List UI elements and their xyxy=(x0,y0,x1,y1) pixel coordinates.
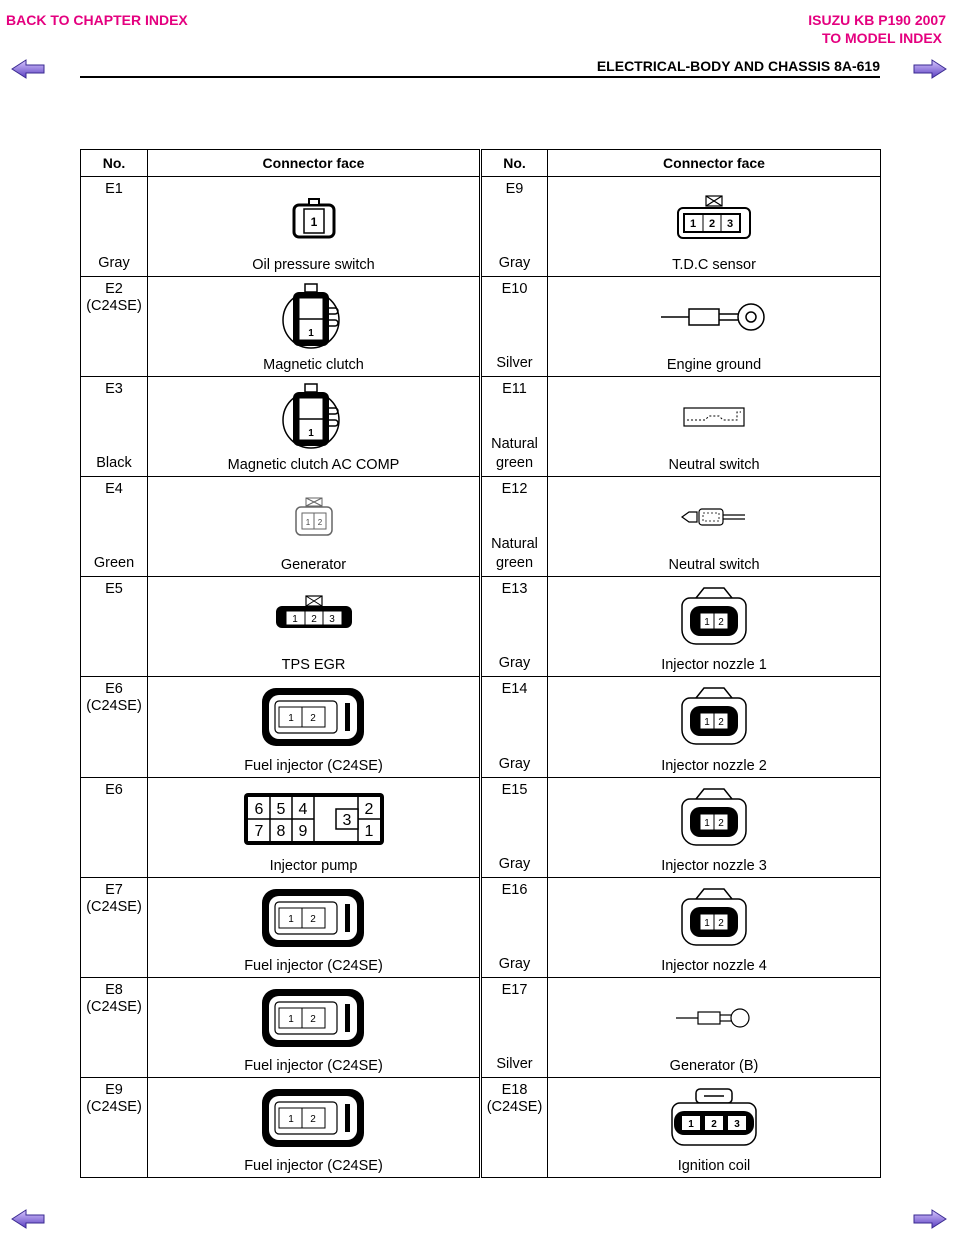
header-rule xyxy=(80,76,880,78)
svg-text:1: 1 xyxy=(287,1013,294,1025)
no-cell: E3 Black xyxy=(81,377,148,477)
svg-text:2: 2 xyxy=(718,617,724,629)
prev-page-arrow-bottom-icon[interactable] xyxy=(10,1208,46,1230)
connector-table xyxy=(80,149,881,1178)
no-cell: E17 Silver xyxy=(481,977,548,1077)
svg-text:3: 3 xyxy=(328,614,335,626)
face-cell: 1 2 Injector nozzle 2 xyxy=(548,677,881,777)
face-cell: 1 2 Fuel injector (C24SE) xyxy=(148,977,481,1077)
svg-text:2: 2 xyxy=(309,913,316,925)
connector-magnetic-clutch-ac-icon xyxy=(279,382,349,452)
svg-text:2: 2 xyxy=(317,518,322,528)
svg-text:1: 1 xyxy=(287,913,294,925)
back-to-chapter-index-link[interactable]: BACK TO CHAPTER INDEX xyxy=(6,12,188,28)
model-title-link[interactable]: ISUZU KB P190 2007 xyxy=(808,12,946,28)
table-row xyxy=(81,677,881,777)
prev-page-arrow-icon[interactable] xyxy=(10,58,46,80)
face-cell: 1 Magnetic clutch xyxy=(148,277,481,377)
svg-text:1: 1 xyxy=(704,917,710,929)
face-cell: 1 2 3 Ignition coil xyxy=(548,1077,881,1177)
no-cell: E12 Natural green xyxy=(481,477,548,577)
connector-fuel-injector-icon xyxy=(259,685,369,749)
svg-text:1: 1 xyxy=(704,717,710,729)
no-cell: E16 Gray xyxy=(481,877,548,977)
svg-text:2: 2 xyxy=(309,1013,316,1025)
no-cell: E6 xyxy=(81,777,148,877)
connector-fuel-injector-icon xyxy=(259,986,369,1050)
no-cell: E1 Gray xyxy=(81,177,148,277)
svg-text:2: 2 xyxy=(309,713,316,725)
face-cell: 1 2 Fuel injector (C24SE) xyxy=(148,677,481,777)
svg-text:1: 1 xyxy=(364,822,373,840)
svg-text:2: 2 xyxy=(718,817,724,829)
table-row xyxy=(81,877,881,977)
svg-text:3: 3 xyxy=(726,218,734,230)
face-cell: Neutral switch xyxy=(548,377,881,477)
connector-injector-nozzle-icon xyxy=(676,885,752,951)
col-header-no: No. xyxy=(81,150,148,177)
connector-1pin-icon xyxy=(289,195,339,239)
face-cell: 1 2 Injector nozzle 4 xyxy=(548,877,881,977)
svg-text:1: 1 xyxy=(704,617,710,629)
face-cell: 1 Magnetic clutch AC COMP xyxy=(148,377,481,477)
svg-text:1: 1 xyxy=(689,218,697,230)
no-cell: E10 Silver xyxy=(481,277,548,377)
table-row xyxy=(81,977,881,1077)
svg-text:1: 1 xyxy=(287,1113,294,1125)
svg-text:1: 1 xyxy=(310,215,317,229)
next-page-arrow-bottom-icon[interactable] xyxy=(912,1208,948,1230)
connector-3pin-icon xyxy=(674,192,754,242)
face-cell: Generator (B) xyxy=(548,977,881,1077)
connector-2pin-small-icon xyxy=(292,495,336,539)
connector-fuel-injector-icon xyxy=(259,1086,369,1150)
table-row xyxy=(81,1077,881,1177)
svg-text:1: 1 xyxy=(307,428,314,440)
svg-text:2: 2 xyxy=(310,614,317,626)
ring-terminal-icon xyxy=(659,297,769,337)
no-cell: E6 (C24SE) xyxy=(81,677,148,777)
table-row xyxy=(81,177,881,277)
table-row xyxy=(81,777,881,877)
svg-text:2: 2 xyxy=(711,1118,717,1130)
face-cell: Neutral switch xyxy=(548,477,881,577)
face-cell: 1 2 Injector nozzle 1 xyxy=(548,577,881,677)
svg-text:8: 8 xyxy=(276,822,285,840)
svg-text:2: 2 xyxy=(718,917,724,929)
no-cell: E18 (C24SE) xyxy=(481,1077,548,1177)
next-page-arrow-icon[interactable] xyxy=(912,58,948,80)
col-header-no-right: No. xyxy=(481,150,548,177)
svg-text:1: 1 xyxy=(307,328,314,340)
svg-text:1: 1 xyxy=(704,817,710,829)
table-row xyxy=(81,577,881,677)
connector-injector-pump-icon xyxy=(242,789,386,847)
col-header-connector-face-right: Connector face xyxy=(548,150,881,177)
no-cell: E14 Gray xyxy=(481,677,548,777)
no-cell: E4 Green xyxy=(81,477,148,577)
face-cell: 1 2 Injector nozzle 3 xyxy=(548,777,881,877)
face-cell: 1 2 Fuel injector (C24SE) xyxy=(148,1077,481,1177)
face-cell: 6 5 4 7 8 9 3 2 1 Injector pump xyxy=(148,777,481,877)
svg-text:3: 3 xyxy=(734,1118,740,1130)
to-model-index-link[interactable]: TO MODEL INDEX xyxy=(821,30,942,46)
table-row xyxy=(81,477,881,577)
svg-text:2: 2 xyxy=(364,800,373,818)
no-cell: E15 Gray xyxy=(481,777,548,877)
face-cell: Engine ground xyxy=(548,277,881,377)
connector-injector-nozzle-icon xyxy=(676,584,752,650)
svg-text:2: 2 xyxy=(309,1113,316,1125)
no-cell: E7 (C24SE) xyxy=(81,877,148,977)
svg-text:7: 7 xyxy=(254,822,263,840)
connector-magnetic-clutch-icon xyxy=(279,282,349,352)
face-cell: 1 Oil pressure switch xyxy=(148,177,481,277)
face-cell: 1 2 3 T.D.C sensor xyxy=(548,177,881,277)
no-cell: E9 (C24SE) xyxy=(81,1077,148,1177)
page-heading: ELECTRICAL-BODY AND CHASSIS 8A-619 xyxy=(596,58,880,74)
svg-text:9: 9 xyxy=(298,822,307,840)
col-header-connector-face: Connector face xyxy=(148,150,481,177)
neutral-switch-connector-icon xyxy=(679,402,749,432)
no-cell: E9 Gray xyxy=(481,177,548,277)
svg-text:3: 3 xyxy=(342,811,351,829)
neutral-switch-terminal-icon xyxy=(679,505,749,529)
svg-text:1: 1 xyxy=(287,713,294,725)
connector-fuel-injector-icon xyxy=(259,886,369,950)
no-cell: E8 (C24SE) xyxy=(81,977,148,1077)
svg-text:1: 1 xyxy=(291,614,298,626)
table-row xyxy=(81,377,881,477)
connector-injector-nozzle-icon xyxy=(676,684,752,750)
no-cell: E5 xyxy=(81,577,148,677)
face-cell: 1 2 3 TPS EGR xyxy=(148,577,481,677)
no-cell: E11 Natural green xyxy=(481,377,548,477)
face-cell: 1 2 Fuel injector (C24SE) xyxy=(148,877,481,977)
svg-text:4: 4 xyxy=(298,800,307,818)
svg-text:1: 1 xyxy=(305,518,310,528)
svg-text:5: 5 xyxy=(276,800,285,818)
connector-3pin-tps-icon xyxy=(274,592,354,642)
no-cell: E13 Gray xyxy=(481,577,548,677)
no-cell: E2 (C24SE) xyxy=(81,277,148,377)
face-cell: 1 2 Generator xyxy=(148,477,481,577)
svg-text:2: 2 xyxy=(718,717,724,729)
svg-text:6: 6 xyxy=(254,800,263,818)
svg-text:1: 1 xyxy=(688,1118,694,1130)
connector-ignition-coil-icon xyxy=(666,1085,762,1151)
table-header-row xyxy=(81,150,881,177)
connector-injector-nozzle-icon xyxy=(676,785,752,851)
table-row xyxy=(81,277,881,377)
ring-terminal-small-icon xyxy=(674,1003,754,1033)
svg-text:2: 2 xyxy=(708,218,716,230)
